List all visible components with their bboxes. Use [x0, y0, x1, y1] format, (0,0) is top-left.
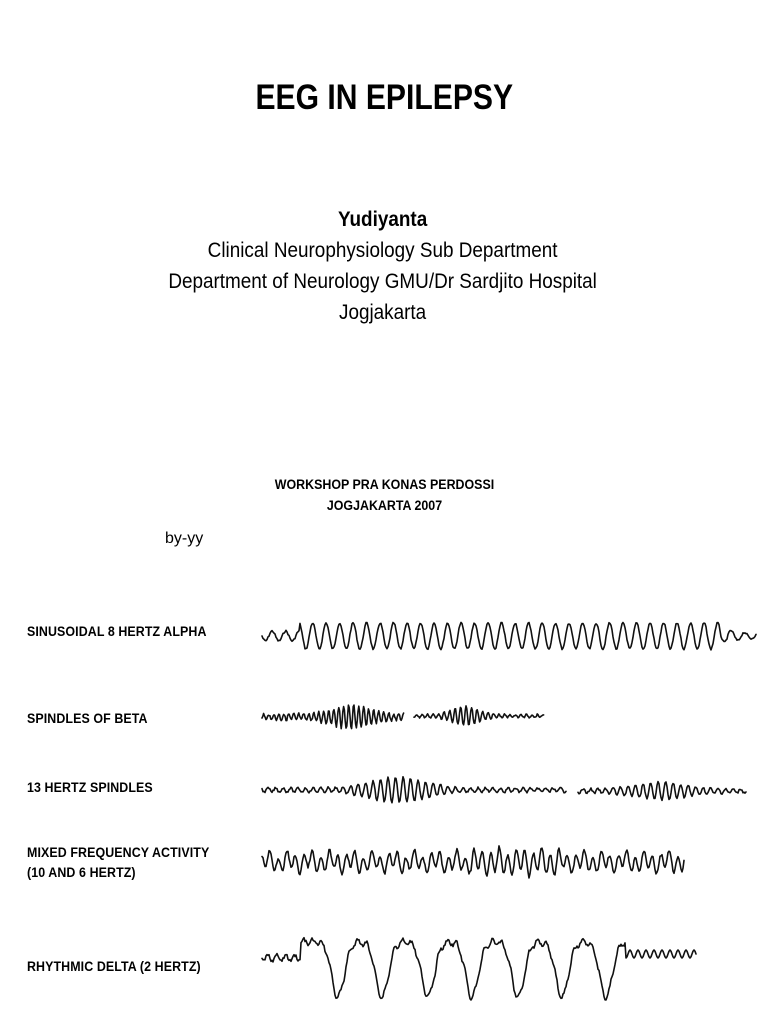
author-name: Yudiyanta — [337, 208, 428, 231]
trace-alpha — [262, 622, 756, 650]
workshop-info — [31, 474, 738, 516]
trace-mixed — [262, 846, 684, 878]
trace-13hz-1 — [262, 777, 566, 803]
author-block — [37, 204, 728, 328]
workshop-place-year: JOGJAKARTA 2007 — [326, 498, 443, 513]
eeg-label-alpha: SINUSOIDAL 8 HERTZ ALPHA — [27, 624, 207, 639]
author-location: Jogjakarta — [338, 301, 427, 324]
trace-beta-2 — [414, 706, 544, 725]
trace-beta-1 — [262, 705, 404, 729]
eeg-label-13hz: 13 HERTZ SPINDLES — [27, 780, 153, 795]
eeg-label-mixed: MIXED FREQUENCY ACTIVITY (10 AND 6 HERTZ) — [27, 845, 210, 880]
eeg-label-delta: RHYTHMIC DELTA (2 HERTZ) — [27, 959, 201, 974]
page-title: EEG IN EPILEPSY — [255, 78, 514, 117]
trace-delta — [262, 938, 696, 1000]
workshop-name: WORKSHOP PRA KONAS PERDOSSI — [274, 477, 495, 492]
author-affiliation-1: Clinical Neurophysiology Sub Department — [207, 239, 558, 262]
author-affiliation-2: Department of Neurology GMU/Dr Sardjito Hospital — [168, 270, 597, 293]
trace-13hz-2 — [578, 782, 746, 801]
eeg-label-beta: SPINDLES OF BETA — [27, 711, 148, 726]
byline: by-yy — [165, 530, 204, 547]
